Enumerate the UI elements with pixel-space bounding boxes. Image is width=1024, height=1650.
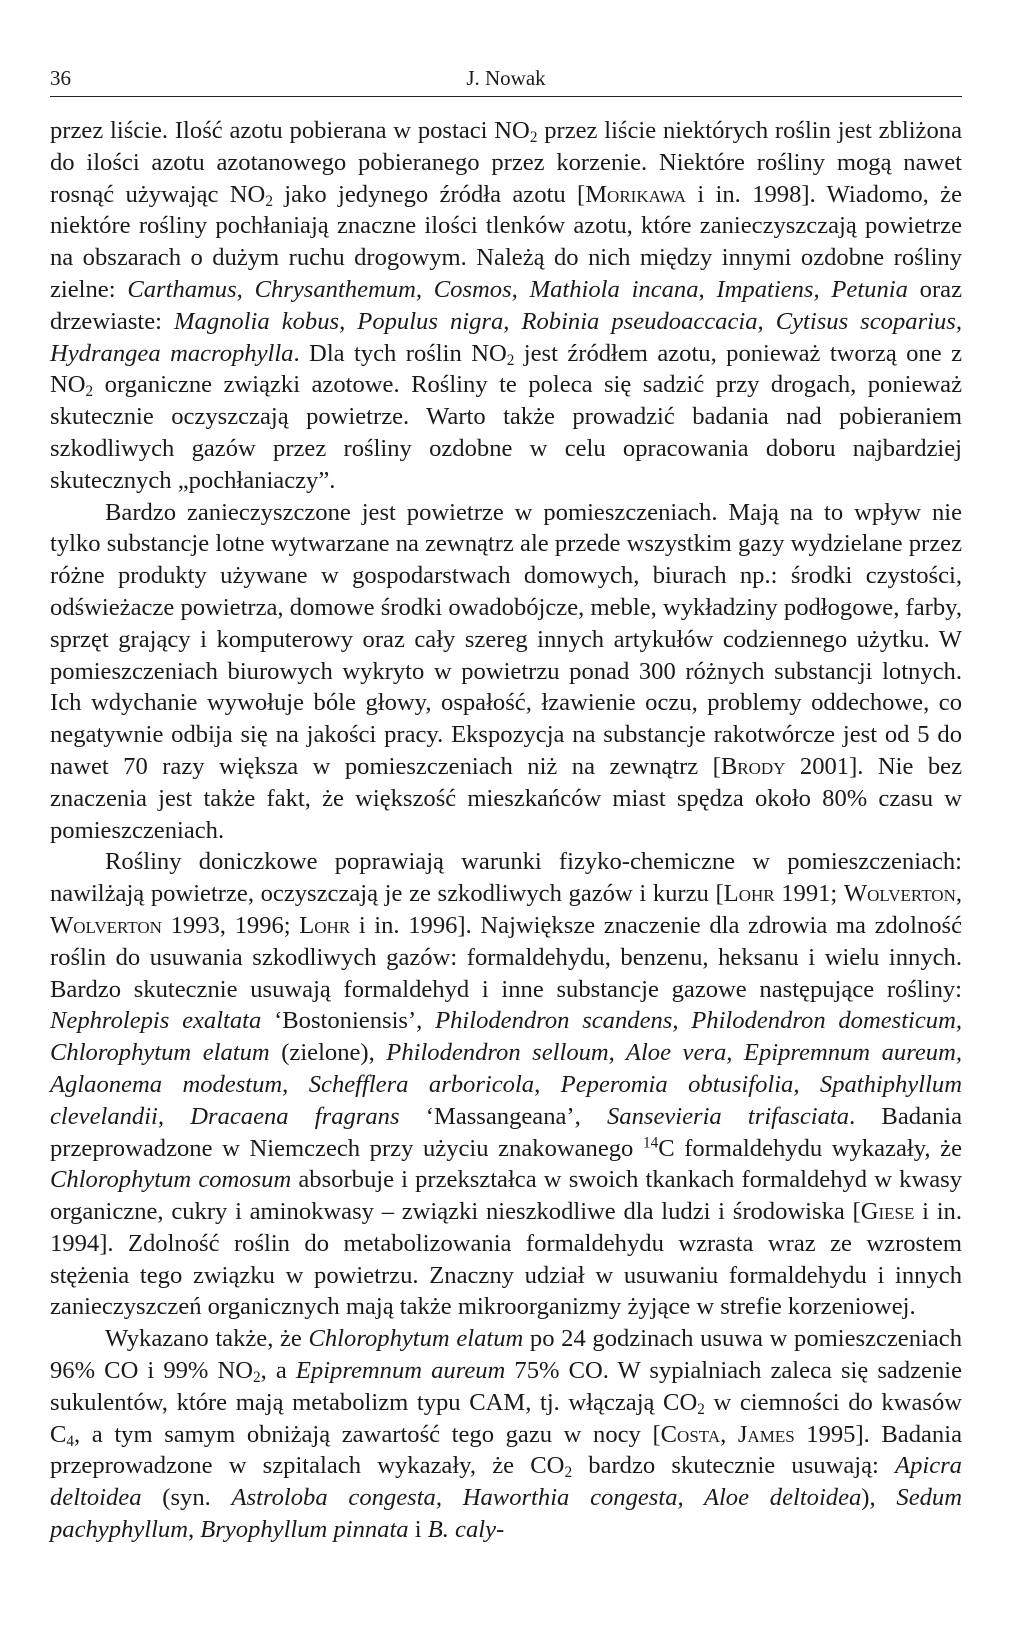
citation-author: Lohr [299, 911, 351, 939]
text-run: przez liście niektórych roślin jest zbliżona do ilości azotu azotanowego pobieranego przez korzenie. Niektóre rośliny mogą nawet rosnąć używając NO [50, 117, 962, 208]
citation-author: Lohr [723, 880, 775, 908]
species-names: Philodendron scandens, Philodendron domesticum, Chlorophytum elatum [50, 1007, 963, 1067]
species-names: Carthamus, Chrysanthemum, Cosmos, Mathiola incana, Impatiens, Petunia [127, 275, 908, 303]
species-names: Magnolia kobus, Populus nigra, Robinia pseudoaccacia, Cytisus scoparius, Hydrangea macrophylla [50, 307, 962, 367]
text-run: przez liście. Ilość azotu pobierana w postaci NO [50, 117, 530, 144]
page-header [50, 60, 962, 97]
running-head-author: J. Nowak [466, 66, 546, 90]
species-names: Chlorophytum comosum [50, 1166, 292, 1194]
text-run: w ciemności do kwasów C [50, 1388, 963, 1448]
species-names: Nephrolepis exaltata [50, 1007, 262, 1035]
text-run: po 24 godzinach usuwa w pomieszczeniach 96% CO i 99% NO [50, 1325, 962, 1385]
text-run: ‘Bostoniensis’, [261, 1007, 436, 1035]
text-run: , a [260, 1357, 296, 1385]
superscript: 14 [642, 1134, 659, 1152]
body-text [50, 115, 962, 1546]
text-run: Rośliny doniczkowe poprawiają warunki fizyko-chemiczne w pomieszczeniach: nawilżają powietrze, oczyszczają je ze szkodliwych gazów i kurzu [ [50, 848, 962, 908]
subscript: 4 [66, 1432, 75, 1450]
page-number: 36 [50, 66, 71, 90]
text-run: . Badania przeprowadzone w Niemczech przy użyciu znakowanego [50, 1102, 962, 1162]
subscript: 2 [564, 1464, 573, 1482]
paragraph-4 [50, 1323, 962, 1546]
text-run: 1995]. Badania przeprowadzone w szpitalach wykazały, że CO [50, 1420, 962, 1480]
subscript: 2 [506, 351, 515, 369]
species-names: B. caly- [427, 1516, 505, 1544]
text-run: 75% CO. W sypialniach zaleca się sadzenie sukulentów, które mają metabolizm typu CAM, tj. włączają CO [50, 1357, 963, 1416]
text-run: ‘Massangeana’, [399, 1102, 607, 1130]
text-run: ), [861, 1484, 897, 1512]
subscript: 2 [529, 128, 538, 146]
citation-author: Wolverton, Wolverton [50, 880, 962, 939]
text-run: organiczne związki azotowe. Rośliny te poleca się sadzić przy drogach, ponieważ skutecznie oczyszczają powietrze. Warto także prowadzić badania nad pobieraniem szkodliwych gazów przez rośliny ozdobne w celu opracowania doboru najbardziej skutecznych „pochłaniaczy”. [50, 371, 962, 494]
subscript: 2 [85, 383, 94, 401]
text-run: i in. 1998]. Wiadomo, że niektóre rośliny pochłaniają znaczne ilości tlenków azotu, które zanieczyszczają powietrze na obszarach o dużym ruchu drogowym. Należą do nich między innymi ozdobne rośliny zielne: [50, 180, 962, 303]
text-run: i [408, 1516, 428, 1544]
species-names: Chlorophytum elatum [308, 1325, 524, 1353]
species-names: Epipremnum aureum [295, 1357, 506, 1385]
text-run: Bardzo zanieczyszczone jest powietrze w pomieszczeniach. Mają na to wpływ nie tylko substancje lotne wytwarzane na zewnątrz ale przede wszystkim gazy wydzielane przez różne produkty używane w gospodarstwach domowych, biurach np.: środki czystości, odświeżacze powietrza, domowe środki owadobójcze, meble, wykładziny podłogowe, farby, sprzęt grający i komputerowy oraz cały szereg innych artykułów codziennego użytku. W pomieszczeniach biurowych wykryto w powietrzu ponad 300 różnych substancji lotnych. Ich wdychanie wywołuje bóle głowy, ospałość, łzawienie oczu, problemy oddechowe, co negatywnie odbija się na jakości pracy. Ekspozycja na substancje rakotwórcze jest od 5 do nawet 70 razy większa w pomieszczeniach niż na zewnątrz [ [50, 498, 962, 780]
text-run: oraz drzewiaste: [50, 275, 962, 335]
text-run: jest źródłem azotu, ponieważ tworzą one z NO [50, 339, 963, 399]
text-run: 1993, 1996; [161, 911, 300, 939]
text-run: absorbuje i przekształca w swoich tkankach formaldehyd w kwasy organiczne, cukry i aminokwasy – związki nieszkodliwe dla ludzi i środowiska [ [50, 1166, 962, 1226]
subscript: 2 [253, 1368, 261, 1386]
text-run: (syn. [141, 1484, 232, 1512]
species-names: Apicra deltoidea [50, 1452, 962, 1512]
paragraph-2 [50, 497, 962, 847]
species-names: Astroloba congesta, Haworthia congesta, Aloe deltoidea [231, 1484, 862, 1512]
citation-author: Giese [860, 1198, 915, 1226]
text-run: i in. 1994]. Zdolność roślin do metabolizowania formaldehydu wzrasta wraz ze wzrostem stężenia tego związku w powietrzu. Znaczny udział w usuwaniu formaldehydu i innych zanieczyszczeń organicznych mają także mikroorganizmy żyjące w strefie korzeniowej. [50, 1198, 962, 1321]
text-run: bardzo skutecznie usuwają: [572, 1452, 896, 1480]
citation-author: Brody [720, 752, 786, 780]
citation-author: Costa, James [660, 1420, 795, 1448]
text-run: C formaldehydu wykazały, że [658, 1134, 962, 1162]
subscript: 2 [265, 192, 273, 210]
species-names: Sansevieria trifasciata [606, 1102, 850, 1130]
paragraph-3 [50, 846, 962, 1323]
document-page [50, 60, 962, 1640]
text-run: i in. 1996]. Największe znaczenie dla zdrowia ma zdolność roślin do usuwania szkodliwych gazów: formaldehydu, benzenu, heksanu i wielu innych. Bardzo skutecznie usuwają formaldehyd i inne substancje gazowe następujące rośliny: [50, 911, 962, 1003]
text-run: jako jedynego źródła azotu [ [272, 180, 586, 208]
text-run: (zielone), [269, 1039, 387, 1067]
text-run: 2001]. Nie bez znaczenia jest także fakt, że większość mieszkańców miast spędza około 80% czasu w pomieszczeniach. [50, 752, 962, 844]
text-run: . Dla tych roślin NO [293, 339, 507, 367]
text-run: , a tym samym obniżają zawartość tego gazu w nocy [ [74, 1420, 661, 1448]
text-run: 1991; [774, 880, 844, 908]
text-run: Wykazano także, że [105, 1325, 309, 1353]
species-names: Philodendron selloum, Aloe vera, Epipremnum aureum, Aglaonema modestum, Schefflera arboricola, Peperomia obtusifolia, Spathiphyllum clevelandii, Dracaena fragrans [50, 1039, 962, 1130]
species-names: Sedum pachyphyllum, Bryophyllum pinnata [50, 1484, 962, 1544]
citation-author: Morikawa [585, 180, 686, 208]
subscript: 2 [697, 1400, 705, 1418]
paragraph-1 [50, 115, 962, 497]
